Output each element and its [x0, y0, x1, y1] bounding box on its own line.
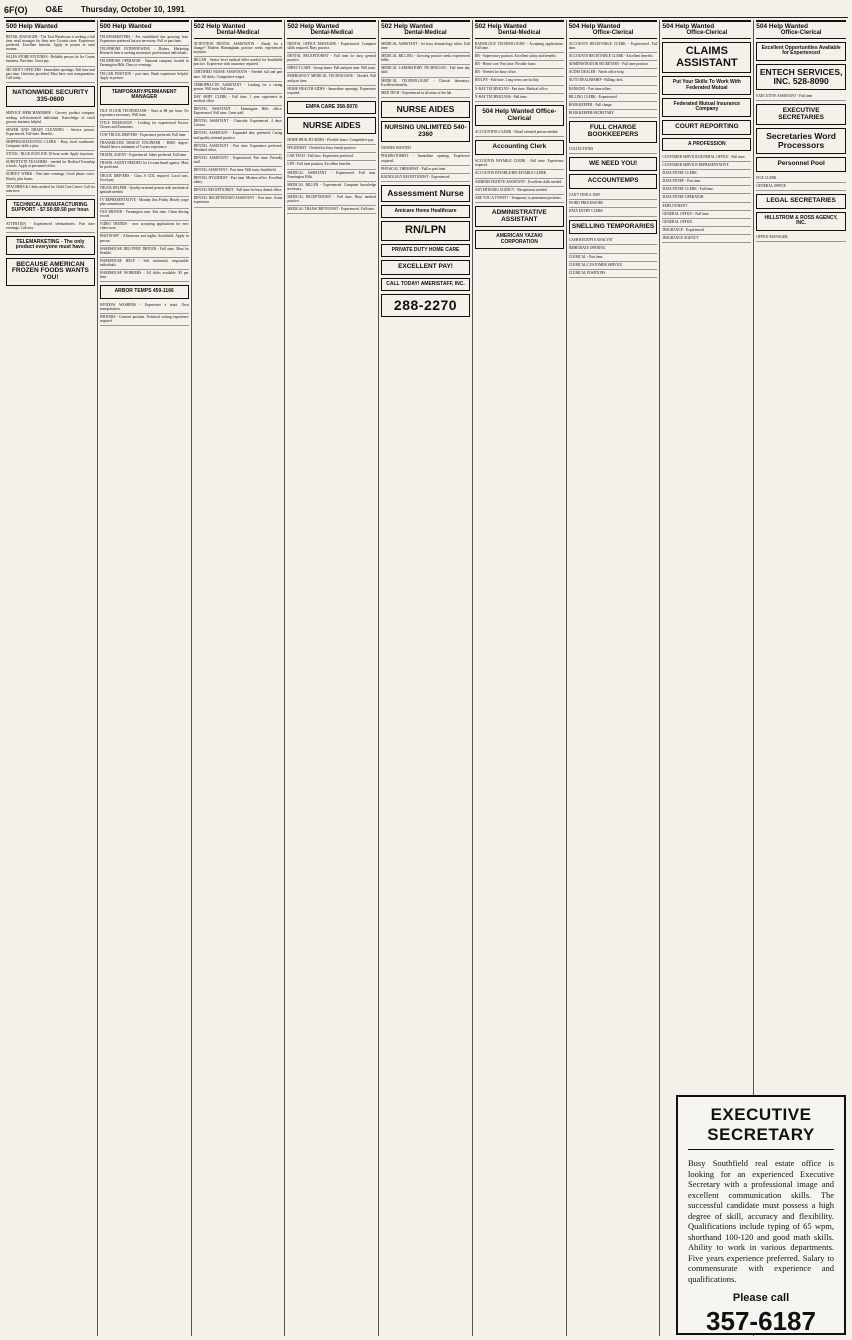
classified-ad: COLLECTIONS	[569, 146, 658, 154]
classified-ad: BANKING - Part time tellers.	[569, 86, 658, 94]
classified-ad: BILLING CLERK - Experienced.	[569, 94, 658, 102]
classified-ad: CUSTOMER SERVICE REPRESENTATIVE	[662, 162, 751, 170]
display-ad: EMPA CARE 358-5070	[287, 101, 376, 114]
classified-ad: AUTO DEALERSHIP - Billing clerk.	[569, 77, 658, 85]
classified-ad: MEDICAL RECEPTIONIST - Full time. Busy medical practice.	[287, 194, 376, 206]
classified-ad: ACCOUNTS RECEIVABLE CLERK - Excellent benefits.	[569, 53, 658, 61]
column-5	[379, 20, 473, 1336]
classified-ad: SERVICE MERCHANDISER - Grocery product company seeking self-motivated individual. Knowledge of retail grocery business helpful.	[6, 110, 95, 126]
classified-ad: EMERGENCY MEDICAL TECHNICIANS - Needed. Full and part time.	[287, 73, 376, 85]
classified-ad: TRANSDUCER DESIGN ENGINEER - BSEE degree. Should have a minimum of 5 years experience.	[100, 140, 189, 152]
classified-ad: RN - Home care. Part time. Flexible hours.	[475, 61, 564, 69]
display-ad: FULL CHARGE BOOKKEEPERS	[569, 121, 658, 143]
classified-ad: TELLER POSITION - part time. Bank experience helpful. Apply in person.	[100, 71, 189, 83]
column-heading: 500 Help Wanted	[6, 20, 95, 32]
classified-ad: RADIOLOGY RECEPTIONIST - Experienced.	[381, 174, 470, 182]
classified-ad: AUDIO DEALER - Needs office help.	[569, 69, 658, 77]
classified-ad: WINDOW WASHERS - Experience a must. Own transportation.	[100, 302, 189, 314]
display-ad: ADMINISTRATIVE ASSISTANT	[475, 206, 564, 228]
classified-ad: DENTAL HYGIENIST - Part time. Modern office. Excellent salary.	[194, 175, 283, 187]
column-heading: 502 Help Wanted Dental-Medical	[381, 20, 470, 39]
ad-title: EXECUTIVE SECRETARY	[688, 1105, 834, 1150]
classified-ad: TELEPHONE OPERATOR - National company located in Farmington Hills. Days or evenings.	[100, 58, 189, 70]
classified-ad: IMMEDIATE OPENING	[569, 245, 658, 253]
display-ad: ENTECH SERVICES, INC. 528-8090	[756, 64, 846, 90]
display-ad: AMERICAN YAZAKI CORPORATION	[475, 230, 564, 249]
display-ad: EXCELLENT PAY!	[381, 260, 470, 275]
classified-ad: TEACHERS & Clerks needed for Child Care Center. Call for interview.	[6, 184, 95, 196]
classified-ad: DATA ENTRY CLERK	[662, 170, 751, 178]
classified-ad: DENTAL RECEPTIONIST - Full time for busy dental office.	[194, 187, 283, 195]
classified-ad: VAN DRIVER - Farmington area. Part time. Clean driving record.	[100, 209, 189, 221]
classified-ad: MEDICAL BILLING - Growing practice seeks experienced biller.	[381, 53, 470, 65]
classified-ad: ARE YOU A TYPIST? - Temporary to permanent positions.	[475, 195, 564, 203]
classified-ad: HOME HEALTH AIDES - Flexible hours. Competitive pay.	[287, 137, 376, 145]
column-heading: 502 Help Wanted Dental-Medical	[287, 20, 376, 39]
classified-ad: CLERICAL - Part time.	[569, 254, 658, 262]
classified-ad: CASH RECEIPTS ANALYST	[569, 237, 658, 245]
classified-ad: DENTAL ASSISTANT - Farmington Hills office. Experienced. Full time. Great staff.	[194, 106, 283, 118]
classified-ad: CERTIFIED NURSE ASSISTANTS - Needed full and part time. All shifts. Competitive wages.	[194, 69, 283, 81]
ad-body: Busy Southfield real estate office is looking for an experienced Executive Secretary with a professional image and excellent communication skills. The successful candidate must possess a high degree of skill, accuracy and flexibility. Qualifications include typing of 65 wpm, shorthand 100-120 and good math skills. Ability to work in various departments. Five years experience preferred. Salary to commensurate with experience and qualifications.	[688, 1158, 834, 1284]
classified-ad: TRUCK DRIVERS - Class A CDL required. Local runs. Good pay.	[100, 173, 189, 185]
classified-ad: TRUCK HELPER - Quality-oriented person with mechanical aptitude needed.	[100, 185, 189, 197]
display-ad: NATIONWIDE SECURITY 335-0600	[6, 86, 95, 108]
column-heading: 504 Help Wanted Office-Clerical	[756, 20, 846, 39]
classified-ad: ACCOUNTS PAYABLE CLERK - Full time. Experience required.	[475, 158, 564, 170]
classified-ad: CLERICAL/CUSTOMER SERVICE	[569, 262, 658, 270]
classified-ad: SHIPPING/RECEIVING CLERK - Busy local warehouse. Computer skills a plus.	[6, 139, 95, 151]
classified-ad: WAREHOUSE WORKERS - All shifts available. $5 per hour.	[100, 270, 189, 282]
classified-ad: DENTAL ASSISTANT - Part time. Experience preferred. Westland office.	[194, 143, 283, 155]
paper-name: O&E	[45, 5, 63, 14]
classified-ad: ACCOUNTING CLERK - Detail oriented person needed.	[475, 129, 564, 137]
classified-ad: DENTAL RECEPTIONIST - Full time for busy general practice.	[287, 53, 376, 65]
column-heading: 502 Help Wanted Dental-Medical	[194, 20, 283, 39]
display-ad: HILLSTROM & ROSS AGENCY, INC.	[756, 212, 846, 231]
display-ad: Put Your Skills To Work With Federated Mutual	[662, 76, 751, 95]
display-ad: ACCOUNTEMPS	[569, 174, 658, 189]
classified-ad: DATA ENTRY CLERK - Full time.	[662, 186, 751, 194]
classified-ad: MEDICAL ASSISTANT - Experienced. Full time. Farmington Hills.	[287, 170, 376, 182]
classified-ad: TRAVEL AGENT - Experienced. Sabre preferred. Full time.	[100, 152, 189, 160]
classified-ad: TOW TRUCK DRIVERS - Experience preferred. Full time.	[100, 132, 189, 140]
display-ad: WE NEED YOU!	[569, 157, 658, 172]
classified-ad: TV REPRESENTATIVE - Monday thru Friday. Hourly wage plus commission.	[100, 197, 189, 209]
classified-ad: PHLEBOTOMIST - Immediate opening. Experience required.	[381, 153, 470, 165]
display-ad: NURSE AIDES	[381, 101, 470, 118]
classified-ad: DENTAL ASSISTANT - Part time. Will train. Southfield.	[194, 167, 283, 175]
classified-ad: TITLE INSURANCE - Looking for experienced Escrow Closers and Examiners.	[100, 120, 189, 132]
display-ad: RN/LPN	[381, 221, 470, 241]
ad-phone-number: 357-6187	[706, 1306, 816, 1336]
classified-ad: GENERAL OFFICE	[756, 183, 846, 191]
classified-ad: MEDICAL LABORATORY TECHNICIAN - Full time day shift.	[381, 65, 470, 77]
classified-ad: MED TECH - Experienced in all areas of the lab.	[381, 90, 470, 98]
classified-ad: DIRECT CARE - Group home. Full and part time. Will train.	[287, 65, 376, 73]
classified-ad: ACCOUNTS RECEIVABLE CLERK - Experienced. Full time.	[569, 41, 658, 53]
classified-ad: RETAIL MANAGER - The Tool Warehouse is seeking a full time retail manager for their new Livonia store. Experience preferred. Excellent benefits. Apply in person or send resume.	[6, 34, 95, 54]
classified-ad: X-RAY TECHNICIAN - Part time. Medical office.	[475, 86, 564, 94]
classified-ad: ACCOUNTS PAYABLE/RECEIVABLE CLERK	[475, 170, 564, 178]
display-ad: 504 Help Wanted Office-Clerical	[475, 105, 564, 127]
classified-ad: VIDEO TRENDS - now accepting applications for new video store.	[100, 221, 189, 233]
column-2	[98, 20, 192, 1336]
classified-ad: MEDICAL ASSISTANT - for busy dermatology office. Full time.	[381, 41, 470, 53]
classified-ad: TELEPHONE INTERVIEWING - Dialers. Marketing Research firm is seeking motivated, professional individuals.	[100, 46, 189, 58]
display-ad: NURSE AIDES	[287, 117, 376, 134]
classified-ad: TILE FLOOR TECHNICIANS - Start at $8 per hour. No experience necessary. Will train.	[100, 108, 189, 120]
display-ad: Personnel Pool	[756, 157, 846, 172]
classified-ad: MEDICAL BILLER - Experienced. Computer knowledge necessary.	[287, 182, 376, 194]
display-ad: CALL TODAY! AMERISTAFF, INC.	[381, 278, 470, 291]
classified-ad: RADIOLOGY TECHNOLOGIST - Accepting applications. Full time.	[475, 41, 564, 53]
classified-ad: DENTAL ASSISTANT - Chairside. Experienced. 4 days. Livonia.	[194, 118, 283, 130]
display-ad: TEMPORARY/PERMANENT MANAGER	[100, 86, 189, 105]
classified-ad: ATTENTION DENTAL ASSISTANTS - Ready for a change? Modern Birmingham practice seeks experienced assistant.	[194, 41, 283, 57]
classified-ad: CUSTOMER SERVICE/GENERAL OFFICE - Full time.	[662, 154, 751, 162]
classified-ad: EMPLOYMENT	[662, 203, 751, 211]
display-ad: Secretaries Word Processors	[756, 128, 846, 154]
classified-ad: MEDICAL TRANSCRIPTIONIST - Experienced. Full time.	[287, 206, 376, 214]
classified-ad: HYGIENIST - Needed for busy family practice.	[287, 145, 376, 153]
display-ad: Excellent Opportunities Available for Experienced	[756, 42, 846, 61]
classified-ad: CHIROPRACTIC ASSISTANT - Looking for a caring person. Will train. Full time.	[194, 82, 283, 94]
column-1	[4, 20, 98, 1336]
classified-ad: ADMINISTRATIVE ASSISTANT - Excellent skills needed.	[475, 179, 564, 187]
display-ad: CLAIMS ASSISTANT	[662, 42, 751, 73]
issue-date: Thursday, October 10, 1991	[80, 5, 185, 14]
display-ad: A PROFESSION	[662, 138, 751, 151]
classified-ad: WAREHOUSE DELIVERY DRIVER - Full time. Must be flexible.	[100, 246, 189, 258]
column-3	[192, 20, 286, 1336]
executive-secretary-ad	[676, 1095, 846, 1335]
column-heading: 504 Help Wanted Office-Clerical	[569, 20, 658, 39]
classified-ad: X-RAY TECHNICIANS - Full time.	[475, 94, 564, 102]
classified-ad: DATA ENTRY OPERATOR	[662, 194, 751, 202]
classified-ad: SURVEY WORK - Part time evenings. Good phone voice. Hourly plus bonus.	[6, 171, 95, 183]
classified-ad: WORD PROCESSORS	[569, 200, 658, 208]
page-number: 6F(O)	[4, 4, 28, 15]
classified-ad: LPN - Full time position. Excellent benefits.	[287, 161, 376, 169]
classified-ad: ATTENTION - Experienced telemarketers. Part time evenings. Call now.	[6, 221, 95, 233]
classified-ad: MEDICAL TECHNOLOGIST - Clinical laboratory. Excellent benefits.	[381, 78, 470, 90]
classified-ad: OFFICE MANAGER	[756, 234, 846, 242]
column-7	[567, 20, 661, 1336]
classified-ad: BOOKKEEPER/SECRETARY	[569, 110, 658, 118]
display-ad: SNELLING TEMPORARIES	[569, 220, 658, 235]
classified-ad: DENTAL ASSISTANT - Expanded duty preferred. Caring and quality oriented practice.	[194, 130, 283, 142]
classified-ad: WAITSTAFF - Afternoons and nights. Southfield. Apply in person.	[100, 233, 189, 245]
classified-ad: TELEMARKETERS - For established fast growing firm. Experience preferred but not necessary. Full or part time.	[100, 34, 189, 46]
classified-ad: PHYSICAL THERAPIST - Full or part time.	[381, 166, 470, 174]
column-4	[285, 20, 379, 1336]
classified-ad: STOCK - BLUE JEAN JOE. 50 hour week. Apply in person.	[6, 151, 95, 159]
display-ad: LEGAL SECRETARIES	[756, 194, 846, 209]
column-6	[473, 20, 567, 1336]
classified-ad: SEWER AND DRAIN CLEANING - Service person. Experienced. Full time. Benefits.	[6, 127, 95, 139]
display-ad: 288-2270	[381, 294, 470, 317]
display-ad: Accounting Clerk	[475, 140, 564, 155]
display-ad: ARBOR TEMPS 459-1166	[100, 285, 189, 298]
classified-ad: LAB TECH - Full time. Experience preferred.	[287, 153, 376, 161]
classified-ad: RN/LPN - Full time. Long term care facility.	[475, 77, 564, 85]
classified-ad: NURSES WANTED	[381, 145, 470, 153]
classified-ad: RN - Needed for busy office.	[475, 69, 564, 77]
classified-ad: WAREHOUSE HELP - Self motivated, responsible individuals.	[100, 258, 189, 270]
column-heading: 500 Help Wanted	[100, 20, 189, 32]
classified-ad: SECURITY OFFICERS - Immediate openings. Full time and part time. Uniforms provided. Must have own transportation. Call today.	[6, 67, 95, 83]
classified-ad: ADMINISTRATOR SECRETARY - Full time position.	[569, 61, 658, 69]
classified-ad: EXECUTIVE ASSISTANT - Full time.	[756, 93, 846, 101]
classified-ad: BILLER - Senior level medical biller needed for Southfield practice. Experience with insurance required.	[194, 57, 283, 69]
display-ad: EXECUTIVE SECRETARIES	[756, 104, 846, 126]
classified-ad: DATA ENTRY CLERK	[569, 208, 658, 216]
classified-ad: DENTAL OFFICE MANAGER - Experienced. Computer skills required. Busy practice.	[287, 41, 376, 53]
classified-ad: ADVERTISING AGENCY - Receptionist needed.	[475, 187, 564, 195]
classified-ad: INSURANCE AGENCY	[662, 235, 751, 243]
classified-ad: DATA ENTRY - Part time.	[662, 178, 751, 186]
display-ad: Amicare Home Healthcare	[381, 205, 470, 218]
ad-call-label: Please call	[732, 1292, 790, 1304]
classified-ad: CLERICAL POSITIONS	[569, 270, 658, 278]
classified-ad: GENERAL OFFICE - Full time.	[662, 211, 751, 219]
classified-ad: DENTAL RECEPTIONIST/ASSISTANT - Part time. Some experience.	[194, 195, 283, 207]
page-masthead	[4, 2, 848, 18]
classified-ad: SUBSTITUTE TEACHERS - needed for Redford Township schools. Apply at personnel office.	[6, 159, 95, 171]
column-heading: 502 Help Wanted Dental-Medical	[475, 20, 564, 39]
classified-ad: CAN'T FIND A JOB?	[569, 192, 658, 200]
column-heading: 504 Help Wanted Office-Clerical	[662, 20, 751, 39]
classified-ad: HOME HEALTH AIDES - Immediate openings. Experience required.	[287, 86, 376, 98]
display-ad: TELEMARKETING - The only product everyone must have.	[6, 236, 95, 255]
classified-ad: SALES STORE FIXTURES - Reliable person for Ice Cream business. Part time. Good pay.	[6, 54, 95, 66]
classified-ad: TRAVEL AGENT NEEDED for Livonia based agency. Must be proficient.	[100, 160, 189, 172]
display-ad: BECAUSE AMERICAN FROZEN FOODS WANTS YOU!	[6, 258, 95, 286]
classified-ad: INSURANCE - Experienced.	[662, 227, 751, 235]
display-ad: PRIVATE DUTY HOME CARE	[381, 244, 470, 257]
classified-ad: GENERAL OFFICE	[662, 219, 751, 227]
display-ad: COURT REPORTING	[662, 120, 751, 135]
classified-ad: BOOKKEEPER - Full charge.	[569, 102, 658, 110]
display-ad: NURSING UNLIMITED 540-2360	[381, 121, 470, 143]
display-ad: TECHNICAL MANUFACTURING SUPPORT - $7.50-$9.50 per hour.	[6, 199, 95, 218]
display-ad: Assessment Nurse	[381, 185, 470, 202]
classified-ad: DAY SHIFT CLERK - Full time. 1 year experience in medical office.	[194, 94, 283, 106]
classified-ad: DENTAL ASSISTANT - Experienced. Part time. Friendly staff.	[194, 155, 283, 167]
classified-ad: WRITERS - Contract position. Technical writing experience required.	[100, 314, 189, 326]
display-ad: Federated Mutual Insurance Company	[662, 98, 751, 117]
classified-ad: FILE CLERK	[756, 175, 846, 183]
classified-ad: RN - Supervisory position. Excellent salary and benefits.	[475, 53, 564, 61]
